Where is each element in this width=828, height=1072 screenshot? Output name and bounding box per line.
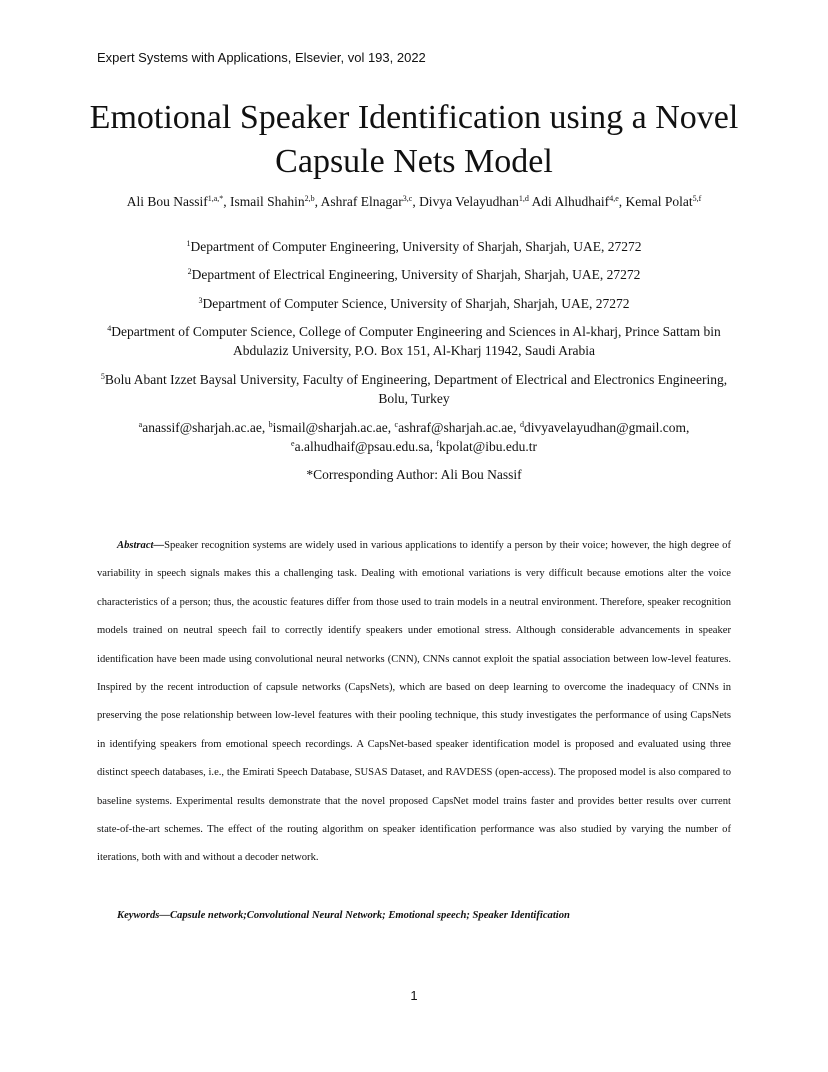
email-list: [90, 418, 738, 456]
abstract-text: Speaker recognition systems are widely used in various applications to identify a person by their voice; however, the high degree of variability in speech signals makes this a challenging task. Dealing with emotional variations is very difficult because emotions alter the voice characteristics of a person; thus, the acoustic features differ from those used to train models in a neutral environment. Therefore, speaker recognition models trained on neutral speech fail to correctly identify speakers under emotional stress. Although considerable advancements in speaker identification have been made using convolutional neural networks (CNN), CNNs cannot exploit the spatial association between low-level features. Inspired by the recent introduction of capsule networks (CapsNets), which are based on deep learning to overcome the inadequacy of CNNs in preserving the pose relationship between low-level features with their pooling technique, this study investigates the performance of using CapsNets in identifying speakers from emotional speech recordings. A CapsNet-based speaker identification model is proposed and evaluated using three distinct speech databases, i.e., the Emirati Speech Database, SUSAS Dataset, and RAVDESS (open-access). The proposed model is also compared to baseline systems. Experimental results demonstrate that the novel proposed CapsNet model trains faster and provides better results over current state-of-the-art schemes. The effect of the routing algorithm on speaker identification performance was also studied by varying the number of iterations, both with and without a decoder network.: [97, 540, 731, 864]
page-number: 1: [410, 988, 418, 1003]
author: Adi Alhudhaif$^{4,e}$,: [531, 194, 626, 209]
affiliation: $^3$Department of Computer Science, University of Sharjah, Sharjah, UAE, 27272: [198, 296, 630, 311]
abstract-label: Abstract: [117, 540, 154, 551]
author: Kemal Polat$^{5,f}$: [625, 194, 702, 209]
keywords: Keywords—Capsule network;Convolutional Neural Network; Emotional speech; Speaker Identification: [117, 910, 570, 921]
email: $^e$a.alhudhaif@psau.edu.sa,: [291, 439, 437, 454]
email: $^d$divyavelayudhan@gmail.com,: [519, 420, 690, 435]
affiliation: $^5$Bolu Abant Izzet Baysal University, Faculty of Engineering, Department of Electrical and Electronics Engineering, Bolu, Turkey: [100, 372, 728, 406]
title-line-2: Capsule Nets Model: [275, 143, 553, 180]
email: $^b$ismail@sharjah.ac.ae,: [268, 420, 395, 435]
affiliation: $^1$Department of Computer Engineering, University of Sharjah, Sharjah, UAE, 27272: [186, 239, 642, 254]
affiliation: $^4$Department of Computer Science, College of Computer Engineering and Sciences in Al-kharj, Prince Sattam bin Abdulaziz University, P.O. Box 151, Al-Kharj 11942, Saudi Arabia: [107, 324, 721, 358]
journal-header: Expert Systems with Applications, Elsevier, vol 193, 2022: [97, 50, 426, 65]
author: Ismail Shahin$^{2,b}$,: [230, 194, 321, 209]
title-line-1: Emotional Speaker Identification using a Novel: [89, 99, 739, 136]
affiliation: $^2$Department of Electrical Engineering, University of Sharjah, Sharjah, UAE, 27272: [187, 267, 641, 282]
author: Divya Velayudhan$^{1,d}$: [419, 194, 529, 209]
corresponding-author: *Corresponding Author: Ali Bou Nassif: [306, 467, 522, 482]
email: $^f$kpolat@ibu.edu.tr: [436, 439, 537, 454]
email: $^a$anassif@sharjah.ac.ae,: [138, 420, 269, 435]
paper-title: [60, 96, 768, 184]
abstract-dash: —: [153, 540, 165, 551]
author: Ashraf Elnagar$^{3,c}$,: [320, 194, 420, 209]
author-list: [105, 192, 723, 211]
author: Ali Bou Nassif$^{1,a,*}$,: [126, 194, 231, 209]
abstract: [97, 532, 731, 873]
email: $^c$ashraf@sharjah.ac.ae,: [394, 420, 520, 435]
